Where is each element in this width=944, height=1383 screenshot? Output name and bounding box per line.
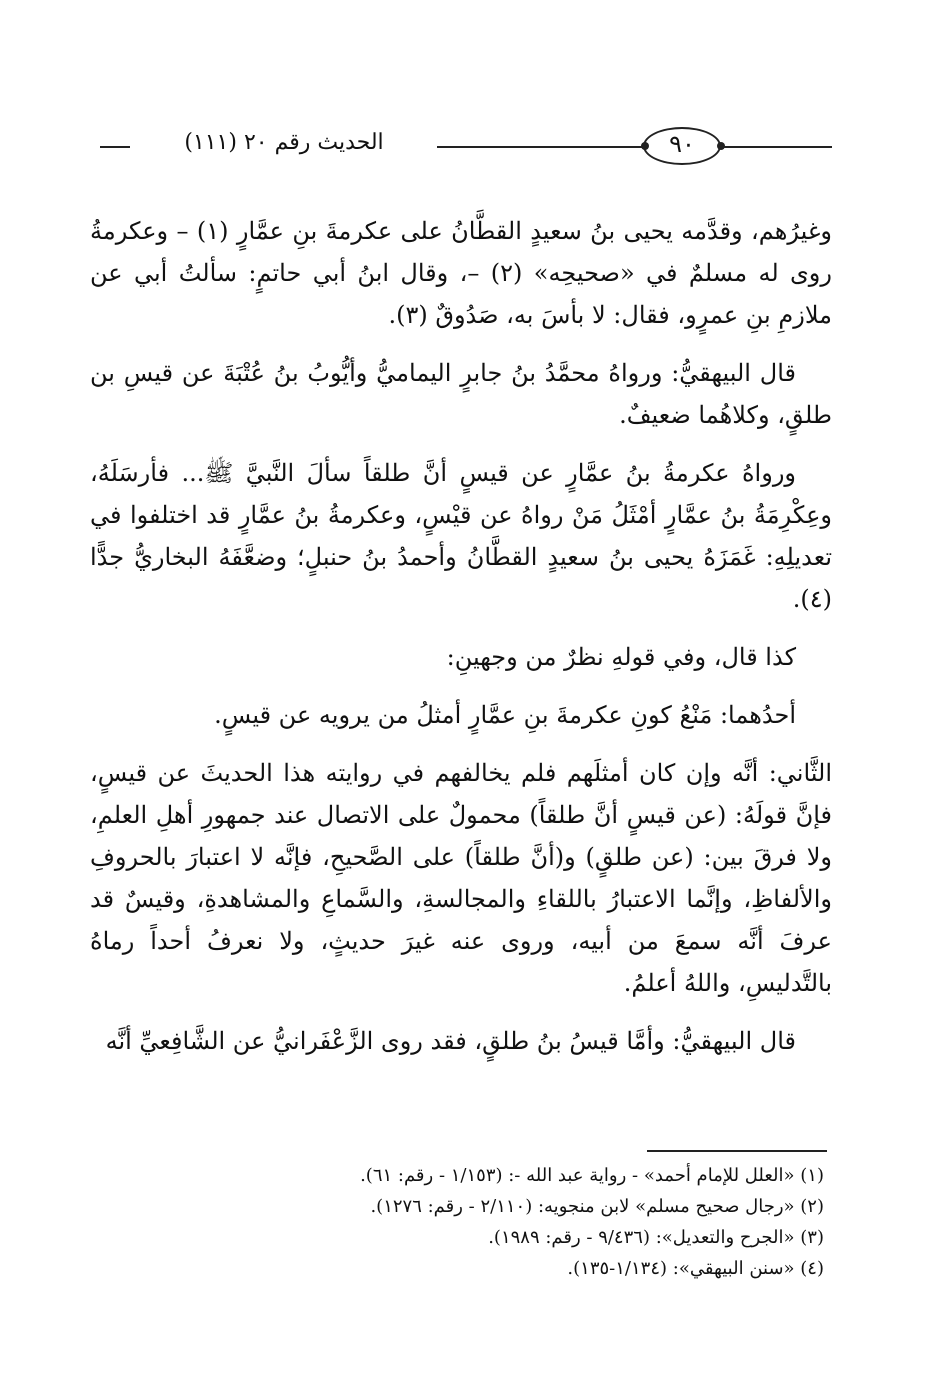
footnote-2: (٢) «رجال صحيح مسلم» لابن منجويه: (٢/١١٠ - رقم: ١٢٧٦). bbox=[370, 1196, 824, 1217]
paragraph-5: أحدُهما: مَنْعُ كونِ عكرمةَ بنِ عمَّارٍ أمثلُ من يرويه عن قيسٍ. bbox=[214, 701, 796, 729]
paragraph-3: ورواهُ عكرمةُ بنُ عمَّارٍ عن قيسٍ أنَّ طلقاً سألَ النَّبيَّ ﷺ... فأرسَلَهُ، وعِكْرِمَةُ بنُ عمَّارٍ أمْثَلُ مَنْ رواهُ عن قيْسٍ، وعكرمةُ بنُ عمَّارٍ قد اختلفوا في تعديلِهِ: غَمَزَهُ يحيى بنُ سعيدٍ القطَّانُ وأحمدُ بنُ حنبلٍ؛ وضعَّفَهُ البخاريُّ جدًّا (٤). bbox=[90, 459, 833, 613]
paragraph-4: كذا قال، وفي قولهِ نظرٌ من وجهينِ: bbox=[446, 643, 796, 671]
footnote-separator bbox=[647, 1150, 827, 1152]
footnotes bbox=[90, 1160, 824, 1284]
running-title: الحديث رقم ٢٠ (١١١) bbox=[184, 130, 384, 155]
page-header bbox=[92, 124, 832, 170]
header-rule-left bbox=[100, 146, 130, 148]
header-rule-right bbox=[722, 146, 832, 148]
paragraph-2: قال البيهقيُّ: ورواهُ محمَّدُ بنُ جابرٍ اليماميُّ وأيُّوبُ بنُ عُتْبَةَ عن قيسِ بن طلقٍ، وكلاهُما ضعيفٌ. bbox=[90, 359, 832, 429]
paragraph-6: الثَّاني: أنَّه وإن كان أمثلَهم فلم يخالفهم في روايته هذا الحديثَ عن قيسٍ، فإنَّ قولَهُ: (عن قيسٍ أنَّ طلقاً) محمولٌ على الاتصال عند جمهورِ أهلِ العلمِ، ولا فرقَ بين: (عن طلقٍ) و(أنَّ طلقاً) على الصَّحيحِ، فإنَّه لا اعتبارَ بالحروفِ والألفاظِ، وإنَّما الاعتبارُ باللقاءِ والمجالسةِ، والسَّماعِ والمشاهدةِ، وقيسٌ قد عرفَ أنَّه سمعَ من أبيه، وروى عنه غيرَ حديثٍ، ولا نعرفُ أحداً رماهُ بالتَّدليسِ، واللهُ أعلمُ. bbox=[90, 759, 832, 997]
page-number: ٩٠ bbox=[669, 130, 695, 158]
paragraph-1: وغيرُهم، وقدَّمه يحيى بنُ سعيدٍ القطَّانُ على عكرمةَ بنِ عمَّارٍ (١) – وعكرمةُ روى له مسلمٌ في «صحيحِه» (٢) –، وقال ابنُ أبي حاتمٍ: سألتُ أبي عن ملازمِ بنِ عمرٍو، فقال: لا بأسَ به، صَدُوقٌ (٣). bbox=[90, 217, 833, 329]
paragraph-7: قال البيهقيُّ: وأمَّا قيسُ بنُ طلقٍ، فقد روى الزَّعْفَرانيُّ عن الشَّافِعيِّ أنَّه bbox=[105, 1027, 796, 1055]
footnote-4: (٤) «سنن البيهقي»: (١/١٣٤-١٣٥). bbox=[567, 1258, 824, 1279]
footnote-3: (٣) «الجرح والتعديل»: (٩/٤٣٦ - رقم: ١٩٨٩). bbox=[488, 1227, 824, 1248]
footnote-1: (١) «العلل للإمام أحمد» - رواية عبد الله -: (١/١٥٣ - رقم: ٦١). bbox=[360, 1165, 824, 1186]
main-text bbox=[90, 210, 832, 1078]
header-rule-middle bbox=[437, 146, 647, 148]
